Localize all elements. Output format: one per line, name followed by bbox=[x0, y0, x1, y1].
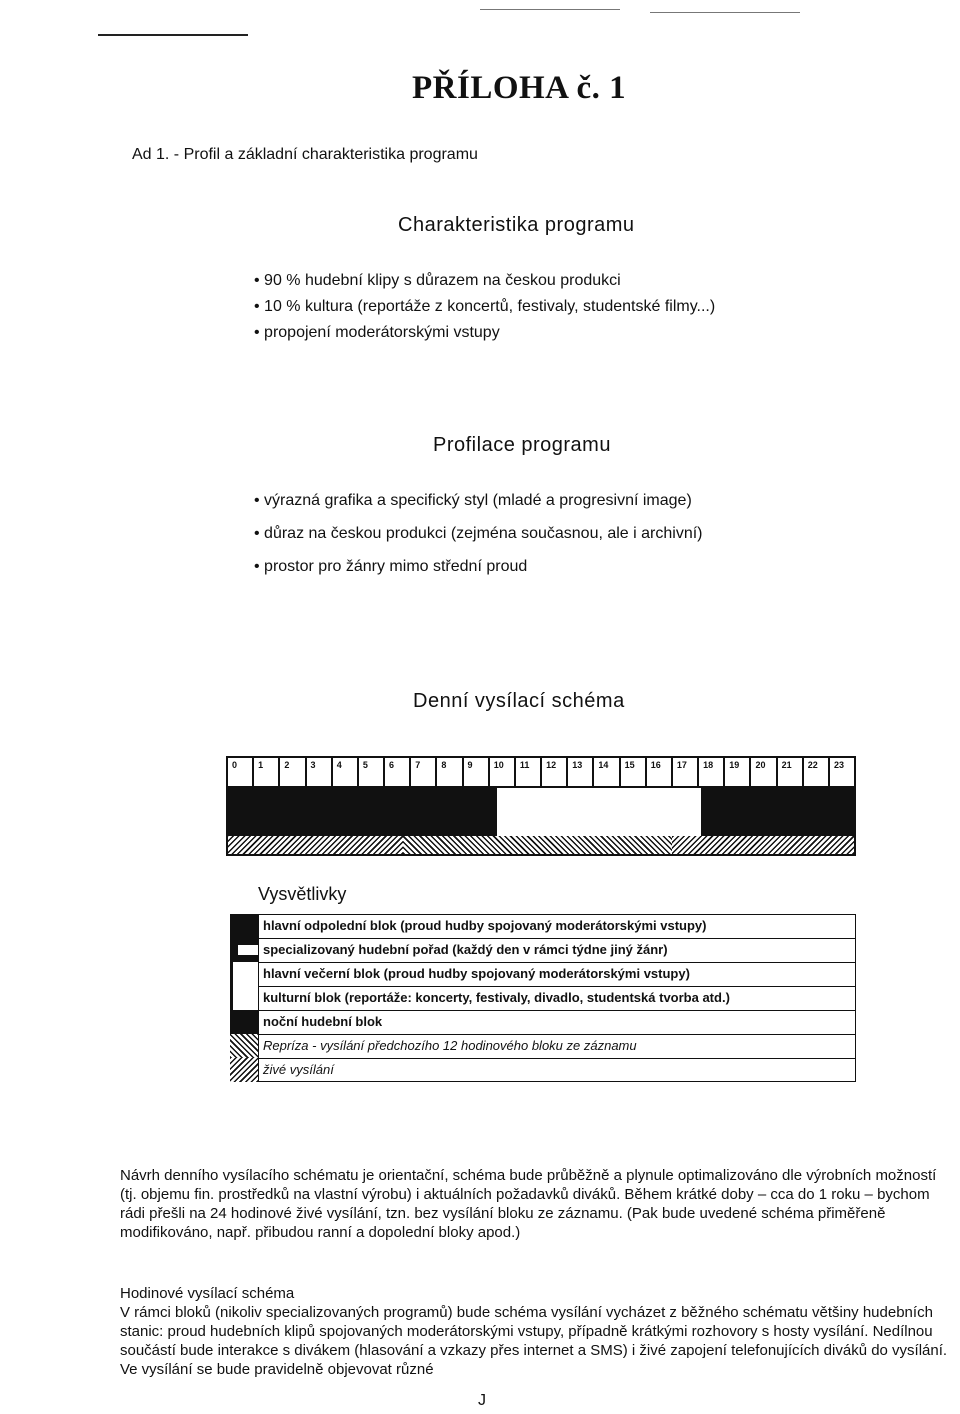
hour-cell: 22 bbox=[804, 758, 830, 786]
charakteristika-list bbox=[254, 268, 715, 346]
legend-row bbox=[230, 1058, 856, 1082]
legend-title: Vysvětlivky bbox=[258, 884, 347, 904]
hour-cell: 17 bbox=[673, 758, 699, 786]
legend-row bbox=[230, 914, 856, 938]
band-night-block bbox=[228, 786, 497, 836]
paragraph-hourly: V rámci bloků (nikoliv specializovaných programů) bude schéma vysílání vycházet z běžného schématu většiny hudebních stanic: proud hudebních klipů spojovaných moderátorskými vstupy, případně krátkými rozhovory s hosty vysílání. Nedílnou součástí bude interakce s divákem (hlasování a vzkazy přes internet a SMS) i živé zapojení telefonujících diváků do vysílání. Ve vysílání se bude pravidelně objevovat různé bbox=[120, 1304, 948, 1378]
hour-cell: 9 bbox=[464, 758, 490, 786]
section-title-profilace: Profilace programu bbox=[433, 434, 611, 456]
legend-label: specializovaný hudební pořad (každý den v rámci týdne jiný žánr) bbox=[258, 938, 856, 962]
legend-label: živé vysílání bbox=[258, 1058, 856, 1082]
hour-cell: 1 bbox=[254, 758, 280, 786]
legend-label: Repríza - vysílání předchozího 12 hodinového bloku ze záznamu bbox=[258, 1034, 856, 1058]
scan-line bbox=[98, 34, 248, 36]
band-live bbox=[672, 836, 854, 854]
legend-row bbox=[230, 962, 856, 986]
legend-label: hlavní večerní blok (proud hudby spojovaný moderátorskými vstupy) bbox=[258, 962, 856, 986]
legend-label: hlavní odpolední blok (proud hudby spojovaný moderátorskými vstupy) bbox=[258, 914, 856, 938]
list-item: • 10 % kultura (reportáže z koncertů, festivaly, studentské filmy...) bbox=[254, 294, 715, 320]
hour-cell: 23 bbox=[833, 760, 844, 770]
hour-cell: 20 bbox=[751, 758, 777, 786]
page-subtitle: Ad 1. - Profil a základní charakteristika programu bbox=[132, 146, 478, 163]
legend-swatch bbox=[230, 1058, 258, 1082]
hour-cell: 18 bbox=[699, 758, 725, 786]
scan-line bbox=[650, 12, 800, 13]
legend-swatch bbox=[230, 1010, 258, 1034]
list-item: • důraz na českou produkci (zejména současnou, ale i archivní) bbox=[254, 517, 703, 550]
paragraph-heading: Hodinové vysílací schéma bbox=[120, 1285, 295, 1302]
list-item: • propojení moderátorskými vstupy bbox=[254, 320, 715, 346]
legend-swatch bbox=[230, 1034, 258, 1058]
hour-cell: 6 bbox=[385, 758, 411, 786]
daily-schedule-grid bbox=[226, 756, 856, 856]
legend-row bbox=[230, 1034, 856, 1058]
legend bbox=[230, 914, 856, 1082]
legend-row bbox=[230, 1010, 856, 1034]
band-rerun bbox=[403, 836, 672, 854]
hour-cell: 2 bbox=[280, 758, 306, 786]
hour-cell: 12 bbox=[542, 758, 568, 786]
profilace-list bbox=[254, 484, 703, 583]
paragraph-note: Návrh denního vysílacího schématu je orientační, schéma bude průběžně a plynule optimalizováno dle výrobních možností (tj. objemu fin. prostředků na vlastní výrobu) i aktuálních požadavků diváků. Během krátké doby – cca do 1 roku – bychom rádi přešli na 24 hodinové živé vysílání, tzn. bez vysílání bloku ze záznamu. (Pak bude uvedené schéma přiměřeně modifikováno, např. přibudou ranní a dopolední bloky apod.) bbox=[120, 1167, 937, 1241]
hour-cell: 21 bbox=[778, 758, 804, 786]
page-title: PŘÍLOHA č. 1 bbox=[412, 70, 627, 106]
hour-cell: 13 bbox=[568, 758, 594, 786]
band-live bbox=[228, 836, 403, 854]
section-title-schema: Denní vysílací schéma bbox=[413, 690, 625, 712]
legend-label: noční hudební blok bbox=[258, 1010, 856, 1034]
legend-swatch bbox=[230, 914, 258, 938]
legend-label: kulturní blok (reportáže: koncerty, festivaly, divadlo, studentská tvorba atd.) bbox=[258, 986, 856, 1010]
hour-cell: 15 bbox=[621, 758, 647, 786]
hour-cell: 5 bbox=[359, 758, 385, 786]
hour-cell: 19 bbox=[725, 758, 751, 786]
hour-header bbox=[228, 758, 854, 788]
band-evening-block bbox=[701, 786, 854, 836]
legend-swatch bbox=[230, 986, 258, 1010]
hour-cell: 14 bbox=[594, 758, 620, 786]
hour-cell: 11 bbox=[516, 758, 542, 786]
hour-cell: 16 bbox=[647, 758, 673, 786]
section-title-charakteristika: Charakteristika programu bbox=[398, 214, 635, 236]
legend-swatch bbox=[230, 962, 258, 986]
hour-cell: 4 bbox=[333, 758, 359, 786]
hour-cell: 10 bbox=[490, 758, 516, 786]
list-item: • 90 % hudební klipy s důrazem na českou produkci bbox=[254, 268, 715, 294]
hour-cell: 7 bbox=[411, 758, 437, 786]
scan-line bbox=[480, 9, 620, 10]
hour-cell: 0 bbox=[228, 758, 254, 786]
hour-cell: 8 bbox=[437, 758, 463, 786]
list-item: • prostor pro žánry mimo střední proud bbox=[254, 550, 703, 583]
legend-row bbox=[230, 938, 856, 962]
list-item: • výrazná grafika a specifický styl (mladé a progresivní image) bbox=[254, 484, 703, 517]
legend-row bbox=[230, 986, 856, 1010]
hour-cell: 3 bbox=[307, 758, 333, 786]
page-mark: J bbox=[478, 1392, 486, 1409]
legend-swatch bbox=[230, 938, 258, 962]
